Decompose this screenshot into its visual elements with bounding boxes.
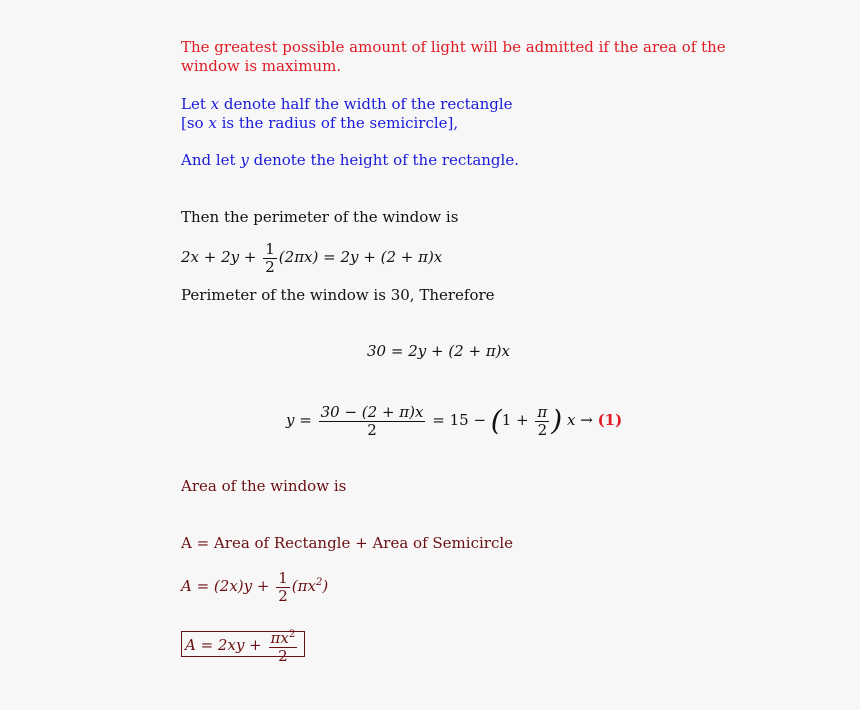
definition-x-prefix: Let: [181, 95, 211, 113]
definition-x-variable: x: [210, 95, 220, 113]
definition-y-suffix: denote the height of the rectangle.: [248, 151, 519, 169]
definition-radius: [181, 113, 458, 133]
perimeter-equation-right: (2πx) = 2y + (2 + π)x: [278, 248, 443, 266]
y-equation-tail: x →: [566, 411, 593, 429]
y-equation: [286, 400, 622, 440]
area-final-box: [181, 629, 305, 665]
definition-y: [181, 150, 519, 170]
y-fraction-numerator: 30 − (2 + π)x: [320, 402, 424, 421]
intro-line-1: The greatest possible amount of light will be admitted if the area of the: [181, 38, 726, 56]
equation-reference-1: (1): [597, 411, 623, 429]
area-final-left: A = 2xy +: [185, 635, 262, 654]
definition-radius-prefix: [so: [181, 114, 209, 132]
definition-radius-variable: x: [208, 114, 217, 132]
y-equation-fraction: [319, 404, 426, 439]
perimeter-fraction-denominator: 2: [265, 257, 275, 276]
perimeter-equation-left: 2x + 2y +: [181, 248, 257, 266]
definition-y-prefix: And let: [181, 151, 241, 169]
y-paren-open: (: [490, 404, 502, 437]
perimeter-heading: Then the perimeter of the window is: [181, 208, 459, 226]
y-equation-middle: = 15 −: [432, 411, 487, 429]
area-final-fraction: [269, 626, 298, 665]
area-final-denominator: 2: [278, 647, 288, 665]
perimeter-equation-fraction: [263, 241, 277, 276]
area-equation-1-right-close: ): [322, 577, 329, 595]
area-fraction-denominator: 2: [278, 586, 288, 605]
y-equation-inner: 1 +: [501, 411, 529, 429]
perimeter-fraction-numerator: 1: [265, 239, 275, 258]
area-equation-1-right: [292, 577, 328, 595]
definition-x-suffix: denote half the width of the rectangle: [219, 95, 513, 113]
area-equation-1-right-base: (πx: [291, 577, 316, 595]
definition-y-variable: y: [240, 151, 249, 169]
y-equation-lhs: y =: [286, 411, 312, 429]
y-inner-fraction: [535, 404, 549, 439]
definition-x: [181, 94, 513, 114]
y-paren-close: ): [551, 404, 563, 437]
area-fraction-numerator: 1: [278, 568, 288, 587]
y-inner-numerator: π: [537, 402, 548, 421]
perimeter-equation: [181, 239, 442, 276]
area-equation-1: [181, 564, 328, 605]
perimeter-given: Perimeter of the window is 30, Therefore: [181, 286, 495, 304]
area-final-exponent: 2: [288, 629, 296, 640]
definition-radius-suffix: is the radius of the semicircle],: [216, 114, 459, 132]
intro-line-2: window is maximum.: [181, 57, 342, 75]
area-final-numerator-base: πx: [270, 629, 289, 647]
area-equation-1-fraction: [276, 570, 290, 605]
perimeter-equation-30: 30 = 2y + (2 + π)x: [367, 342, 510, 360]
area-equation-1-left: A = (2x)y +: [181, 577, 270, 595]
area-words-equation: A = Area of Rectangle + Area of Semicircle: [181, 534, 514, 552]
area-heading: Area of the window is: [181, 477, 347, 495]
area-equation-1-exponent: 2: [315, 577, 323, 588]
area-final-numerator: [269, 626, 298, 648]
y-fraction-denominator: 2: [367, 420, 377, 439]
area-final-formula: [181, 626, 305, 665]
y-inner-denominator: 2: [537, 420, 548, 439]
